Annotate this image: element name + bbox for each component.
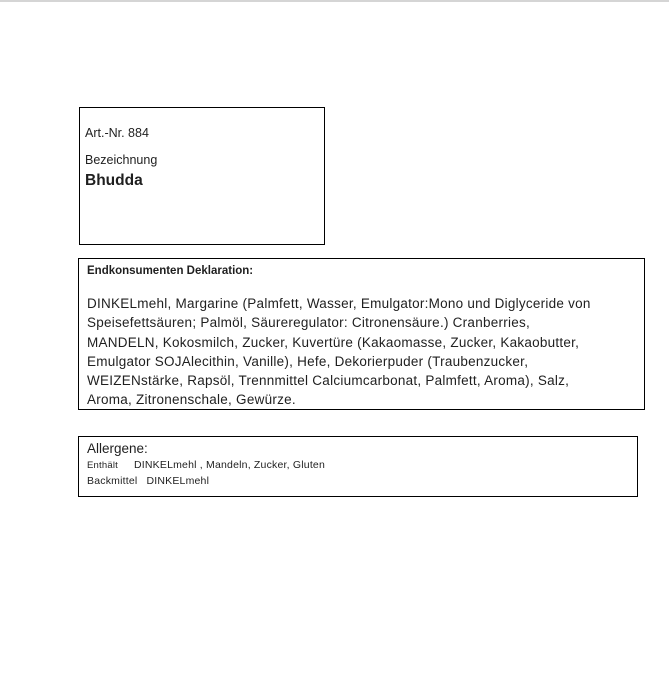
product-name: Bhudda bbox=[85, 172, 143, 189]
declaration-text-frame[interactable] bbox=[78, 258, 645, 410]
declaration-line: Aroma, Zitronenschale, Gewürze. bbox=[87, 392, 296, 408]
article-number: Art.-Nr. 884 bbox=[85, 126, 149, 140]
additive-label: Backmittel bbox=[87, 475, 138, 487]
bezeichnung-label: Bezeichnung bbox=[85, 153, 158, 167]
allergens-additive-row bbox=[87, 474, 629, 489]
declaration-line: Emulgator SOJAlecithin, Vanille), Hefe, Dekorierpuder (Traubenzucker, bbox=[87, 353, 529, 369]
contains-label: Enthält bbox=[87, 460, 118, 471]
declaration-line: Speisefettsäuren; Palmöl, Säureregulator: Citronensäure.) Cranberries, bbox=[87, 315, 530, 331]
declaration-line: DINKELmehl, Margarine (Palmfett, Wasser, Emulgator:Mono und Diglyceride von bbox=[87, 296, 591, 311]
declaration-text bbox=[87, 294, 636, 410]
allergens-heading: Allergene: bbox=[87, 441, 148, 456]
declaration-line: WEIZENstärke, Rapsöl, Trennmittel Calciumcarbonat, Palmfett, Aroma), Salz, bbox=[87, 373, 570, 389]
article-text-frame[interactable] bbox=[79, 107, 325, 245]
allergens-text-frame[interactable] bbox=[78, 436, 638, 497]
contains-value: DINKELmehl , Mandeln, Zucker, Gluten bbox=[133, 459, 326, 471]
declaration-line: MANDELN, Kokosmilch, Zucker, Kuvertüre (Kakaomasse, Zucker, Kakaobutter, bbox=[87, 334, 580, 350]
allergens-contains-row bbox=[87, 458, 629, 473]
declaration-heading: Endkonsumenten Deklaration: bbox=[87, 265, 254, 277]
window-top-edge bbox=[0, 0, 669, 2]
additive-value: DINKELmehl bbox=[146, 475, 210, 487]
